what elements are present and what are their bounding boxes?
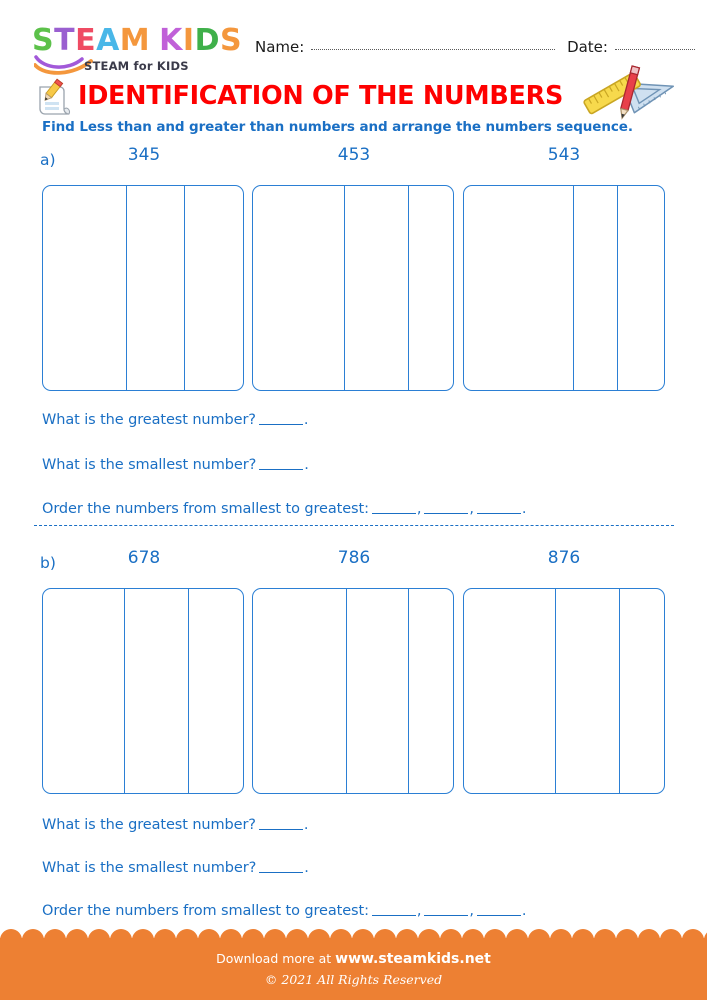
place-value-box-5[interactable]	[252, 588, 454, 794]
digit-cell[interactable]	[43, 186, 127, 390]
digit-cell[interactable]	[127, 186, 185, 390]
digit-cell[interactable]	[253, 186, 345, 390]
section-b-question-order: Order the numbers from smallest to greatest: , , .	[42, 903, 527, 919]
place-value-box-2[interactable]	[252, 185, 454, 391]
logo-letter-d: D	[194, 23, 220, 58]
logo-letter-a: A	[96, 23, 120, 58]
answer-blank[interactable]	[424, 501, 468, 514]
question-text: What is the greatest number?	[42, 817, 256, 833]
section-a-question-order: Order the numbers from smallest to greatest: , , .	[42, 501, 527, 517]
digit-cell[interactable]	[253, 589, 347, 793]
digit-cell[interactable]	[185, 186, 243, 390]
section-a-question-smallest: What is the smallest number? .	[42, 457, 309, 473]
logo-letter-e: E	[75, 23, 97, 58]
footer-copyright: © 2021 All Rights Reserved	[264, 972, 443, 987]
digit-cell[interactable]	[345, 186, 409, 390]
logo-wordmark	[32, 23, 244, 58]
section-a-question-greatest: What is the greatest number? .	[42, 412, 309, 428]
answer-blank[interactable]	[259, 817, 303, 830]
answer-blank[interactable]	[259, 412, 303, 425]
digit-cell[interactable]	[556, 589, 620, 793]
place-value-box-6[interactable]	[463, 588, 665, 794]
section-b-boxes	[0, 588, 707, 794]
section-b-label: b)	[40, 554, 56, 572]
digit-cell[interactable]	[409, 186, 453, 390]
page-footer	[0, 938, 707, 1000]
logo-letter-t: T	[54, 23, 76, 58]
date-label: Date:	[567, 38, 608, 56]
answer-blank[interactable]	[477, 903, 521, 916]
page-title: IDENTIFICATION OF THE NUMBERS	[78, 81, 564, 111]
name-label: Name:	[255, 38, 305, 56]
section-divider	[34, 525, 674, 526]
steam-kids-logo	[32, 23, 244, 73]
logo-letter-m: M	[119, 23, 151, 58]
title-row	[0, 76, 707, 118]
place-value-box-4[interactable]	[42, 588, 244, 794]
place-value-box-1[interactable]	[42, 185, 244, 391]
answer-blank[interactable]	[259, 457, 303, 470]
footer-download-prefix: Download more at	[216, 951, 332, 966]
digit-cell[interactable]	[618, 186, 664, 390]
digit-cell[interactable]	[574, 186, 618, 390]
date-input-line[interactable]	[615, 49, 695, 50]
logo-tagline: STEAM for KIDS	[84, 59, 189, 73]
question-text: What is the greatest number?	[42, 412, 256, 428]
number-345: 345	[127, 145, 161, 165]
name-date-row	[255, 38, 695, 62]
place-value-box-3[interactable]	[463, 185, 665, 391]
number-543: 543	[547, 145, 581, 165]
logo-letter-s1: S	[32, 23, 55, 58]
logo-letter-s2: S	[219, 23, 243, 58]
digit-cell[interactable]	[347, 589, 409, 793]
answer-blank[interactable]	[477, 501, 521, 514]
number-876: 876	[547, 548, 581, 568]
notebook-pencil-icon	[30, 78, 74, 118]
section-b-question-smallest: What is the smallest number? .	[42, 860, 309, 876]
digit-cell[interactable]	[620, 589, 664, 793]
number-678: 678	[127, 548, 161, 568]
question-text: What is the smallest number?	[42, 860, 257, 876]
name-input-line[interactable]	[311, 49, 555, 50]
section-a-boxes	[0, 185, 707, 391]
section-b-numbers	[0, 548, 707, 574]
digit-cell[interactable]	[464, 186, 574, 390]
section-b-question-greatest: What is the greatest number? .	[42, 817, 309, 833]
digit-cell[interactable]	[464, 589, 556, 793]
scallop-edge	[0, 929, 707, 940]
digit-cell[interactable]	[409, 589, 453, 793]
logo-letter-k: K	[159, 23, 183, 58]
section-b	[0, 548, 707, 923]
section-a	[0, 145, 707, 515]
number-453: 453	[337, 145, 371, 165]
answer-blank[interactable]	[372, 903, 416, 916]
answer-blank[interactable]	[372, 501, 416, 514]
number-786: 786	[337, 548, 371, 568]
section-a-label: a)	[40, 151, 56, 169]
footer-download-line	[0, 951, 707, 967]
question-text: What is the smallest number?	[42, 457, 257, 473]
section-a-numbers	[0, 145, 707, 171]
answer-blank[interactable]	[424, 903, 468, 916]
answer-blank[interactable]	[259, 860, 303, 873]
digit-cell[interactable]	[43, 589, 125, 793]
digit-cell[interactable]	[125, 589, 189, 793]
logo-letter-i: I	[182, 23, 195, 58]
question-text: Order the numbers from smallest to greatest:	[42, 903, 369, 919]
question-text: Order the numbers from smallest to greatest:	[42, 501, 369, 517]
page-subtitle: Find Less than and greater than numbers and arrange the numbers sequence.	[42, 119, 633, 135]
footer-site-link[interactable]: www.steamkids.net	[335, 951, 491, 967]
digit-cell[interactable]	[189, 589, 243, 793]
